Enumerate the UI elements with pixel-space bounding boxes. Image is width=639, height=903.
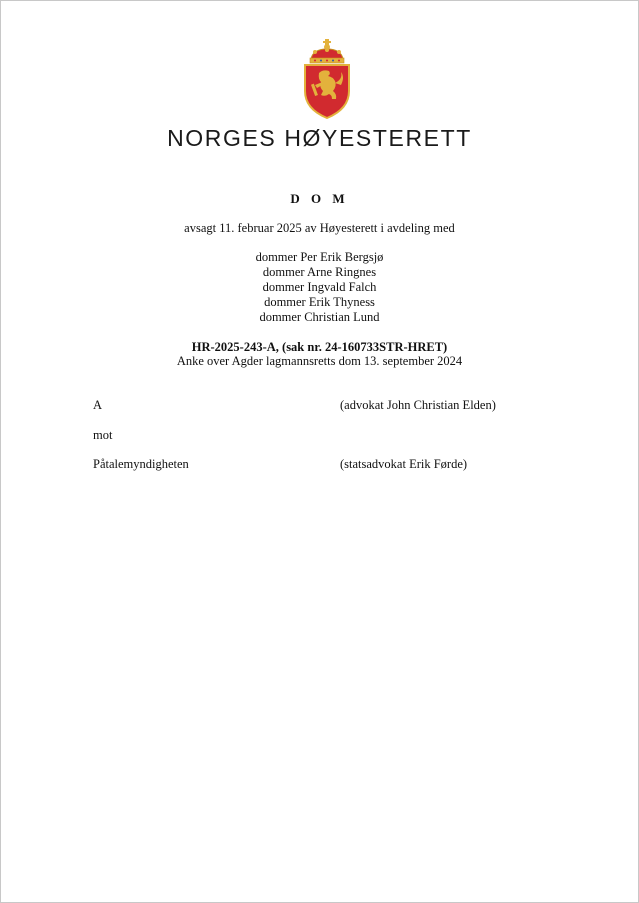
judge-name: dommer Arne Ringnes — [262, 265, 377, 279]
institution-title: NORGES HØYESTERETT — [167, 125, 472, 151]
crown-icon — [310, 39, 344, 63]
judge-name: dommer Per Erik Bergsjø — [255, 250, 384, 264]
appellant-name: A — [93, 398, 103, 412]
respondent-counsel: (statsadvokat Erik Førde) — [340, 457, 468, 471]
judgment-intro: avsagt 11. februar 2025 av Høyesterett i avdeling med — [184, 221, 455, 235]
case-number: HR-2025-243-A, (sak nr. 24-160733STR-HRET) — [191, 340, 448, 354]
appellant-counsel: (advokat John Christian Elden) — [340, 398, 496, 412]
judge-name: dommer Christian Lund — [259, 310, 380, 324]
judges-list — [1, 250, 638, 325]
appeal-description: Anke over Agder lagmannsretts dom 13. september 2024 — [176, 354, 463, 368]
judge-name: dommer Ingvald Falch — [262, 280, 377, 294]
respondent-name: Påtalemyndigheten — [93, 457, 189, 471]
judge-name: dommer Erik Thyness — [264, 295, 375, 309]
document-type-heading: D O M — [290, 191, 349, 206]
coat-of-arms-icon — [301, 39, 353, 119]
versus-label: mot — [93, 428, 113, 442]
